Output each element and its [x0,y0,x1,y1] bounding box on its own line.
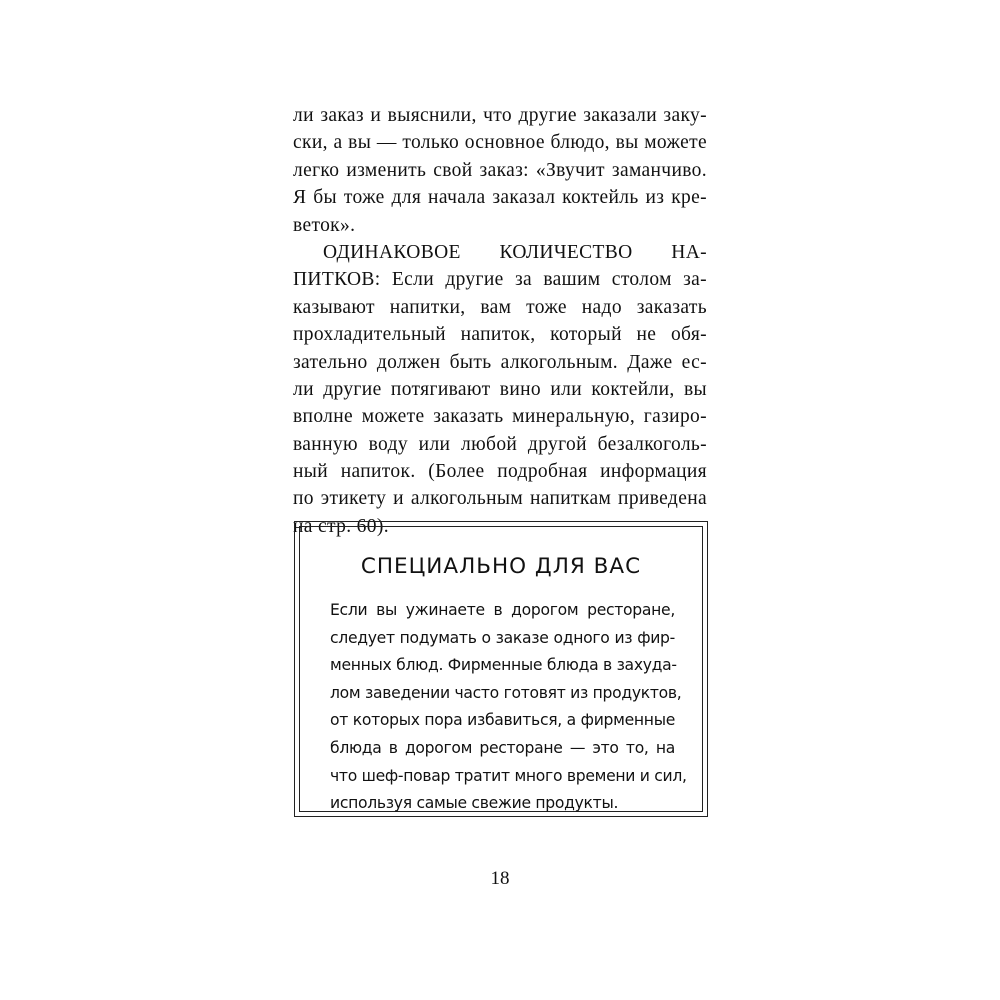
text-line: ли заказ и выяснили, что другие заказали заку- [293,105,707,126]
sidebar-line: следует подумать о заказе одного из фир- [330,628,675,647]
text-line: прохладительный напиток, который не обя- [293,324,707,346]
sidebar-line: что шеф-повар тратит много времени и сил, [330,766,687,785]
sidebar-line: от которых пора избавиться, а фирменные [330,711,675,730]
sidebar-title: СПЕЦИАЛЬНО ДЛЯ ВАС [360,554,642,579]
main-text [293,102,707,540]
text-line: веток». [293,214,356,236]
text-line: казывают напитки, вам тоже надо заказать [293,296,707,318]
text-line: легко изменить свой заказ: «Звучит заманчиво. [293,159,707,181]
page-number: 18 [490,868,510,889]
sidebar-box [294,521,708,817]
sidebar-line: Если вы ужинаете в дорогом ресторане, [330,601,675,619]
sidebar-line: менных блюд. Фирменные блюда в захуда- [330,656,677,675]
text-line: ПИТКОВ: Если другие за вашим столом за- [293,269,707,291]
text-line: ли другие потягивают вино или коктейли, вы [293,378,707,400]
text-line: ный напиток. (Более подробная информация [293,461,707,483]
text-line: на стр. 60). [293,515,389,537]
sidebar-inner-frame [299,526,703,812]
text-line: вполне можете заказать минеральную, газиро- [293,406,707,428]
sidebar-line: блюда в дорогом ресторане — это то, на [330,738,675,757]
text-line: ски, а вы — только основное блюдо, вы можете [293,132,707,154]
text-line: Я бы тоже для начала заказал коктейль из кре- [293,187,707,209]
text-line: по этикету и алкогольным напиткам приведена [293,488,707,510]
sidebar-line: лом заведении часто готовят из продуктов, [330,683,682,702]
text-line-heading: ОДИНАКОВОЕ КОЛИЧЕСТВО НА- [323,241,707,263]
text-line: зательно должен быть алкогольным. Даже ес- [293,351,707,373]
text-line: ванную воду или любой другой безалкоголь- [293,433,707,455]
sidebar-line: используя самые свежие продукты. [330,794,619,813]
sidebar-text [330,597,687,818]
